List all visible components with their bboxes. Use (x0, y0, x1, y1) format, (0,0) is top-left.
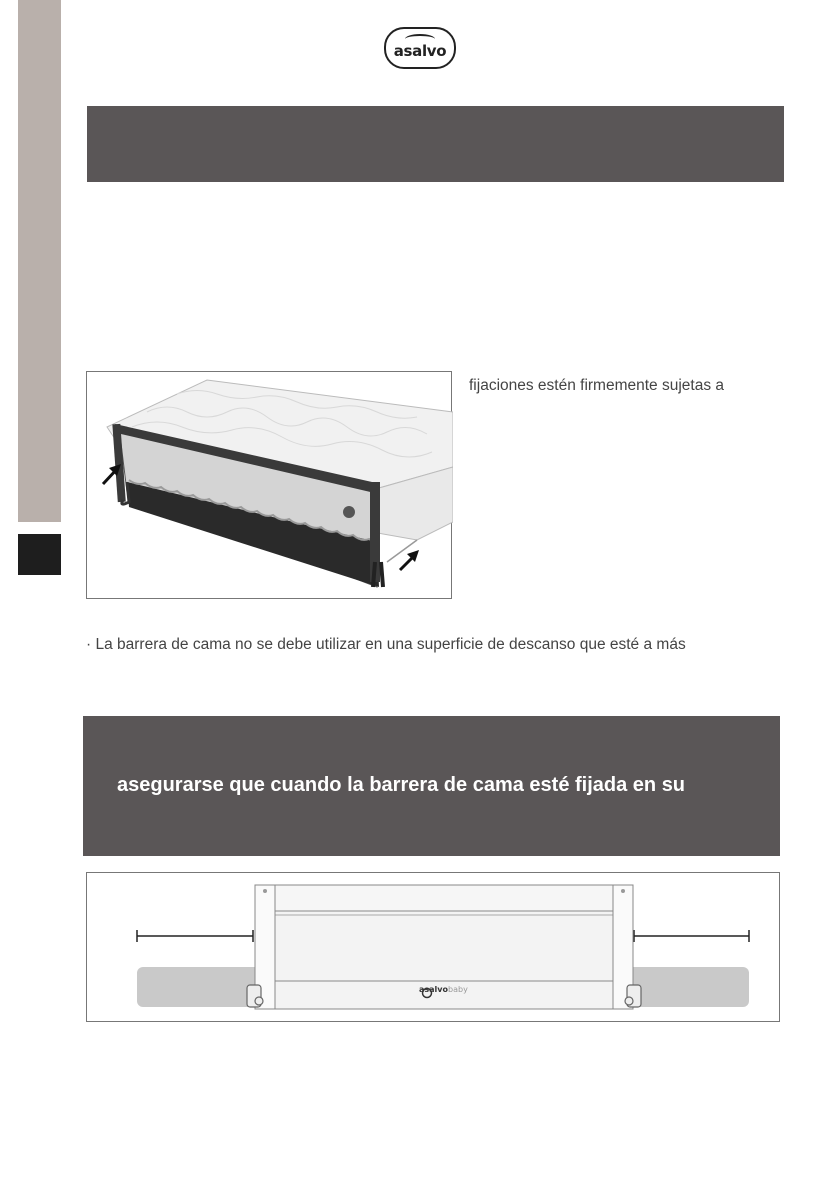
brand-logo (384, 27, 456, 69)
figure1-caption-text: fijaciones estén firmemente sujetas a (469, 377, 725, 394)
notice-text: asegurarse que cuando la barrera de cama esté fijada en su (117, 774, 686, 796)
rail-brand-name: asalvo (419, 985, 449, 994)
rail-brand-suffix: baby (448, 985, 468, 994)
warning-text: · La barrera de cama no se debe utilizar en una superficie de descanso que esté a más (86, 636, 686, 653)
bed-rail-illustration (87, 372, 453, 600)
bed-rail-photo (86, 371, 452, 599)
side-color-strip (18, 0, 61, 522)
important-notice-box (83, 716, 780, 856)
section-header-bar (87, 106, 784, 182)
logo-text: asalvo (393, 42, 447, 60)
rail-diagram-illustration (87, 873, 781, 1023)
rail-position-diagram (86, 872, 780, 1022)
logo-arc-icon (405, 34, 435, 44)
rail-brand-label (419, 985, 468, 994)
side-section-tab (18, 534, 61, 575)
